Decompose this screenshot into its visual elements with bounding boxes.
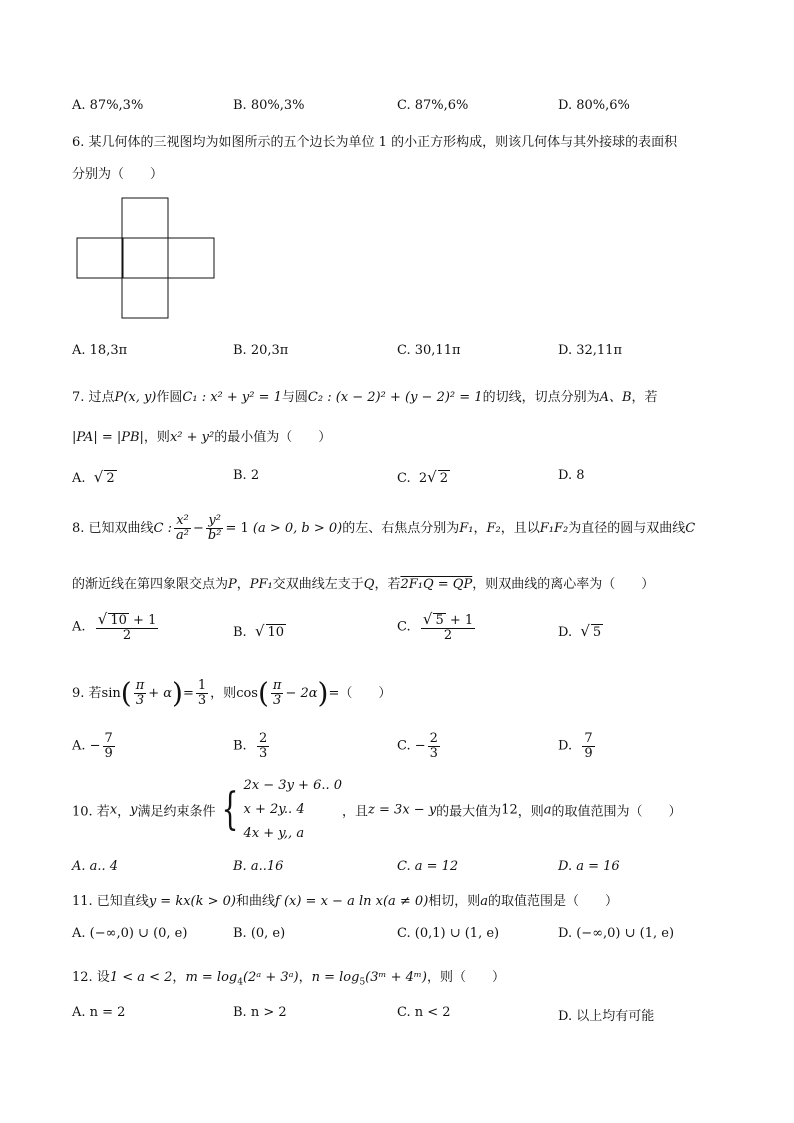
q8-den2: b² (207, 528, 222, 543)
q10-option-c: C. a = 12 (397, 859, 459, 874)
q6-option-b: B. 20,3π (233, 343, 289, 358)
q8-den1: a² (176, 528, 189, 543)
q10-mid2: ，且 (342, 804, 369, 820)
q6-text-line2: 分别为（ ） (72, 167, 164, 182)
sqrt-icon: √ (93, 468, 104, 486)
sqrt-icon: √ (427, 468, 437, 486)
q11-a: a (480, 894, 489, 909)
q12-n: n = log (311, 970, 360, 985)
q8-curve-name: C : (153, 521, 173, 536)
q9-frac2 (196, 679, 208, 707)
q7-mid1: 作圆 (156, 390, 183, 405)
q9-text (72, 676, 391, 712)
q9-option-d-num: 7 (584, 731, 593, 746)
q10-sep: ， (117, 804, 131, 820)
q9-option-c (397, 732, 442, 760)
q8-text-line2 (72, 573, 654, 592)
q11-text (72, 890, 618, 909)
q8-option-c-label: C. (397, 619, 411, 635)
q6-square-right (168, 238, 214, 278)
q10-constraints (244, 774, 342, 846)
q10-option-b: B. a..16 (233, 859, 284, 874)
q10-mid4: ，则 (517, 804, 544, 820)
brace-icon: { (221, 784, 238, 835)
q8-option-c (397, 612, 477, 642)
q8-line2-a: 的渐近线在第四象限交点为 (72, 577, 229, 592)
q9-frac3-num: π (272, 678, 282, 694)
q9-option-c-den: 3 (429, 745, 438, 761)
q7-circle2: C₂ : (x − 2)² + (y − 2)² = 1 (307, 390, 483, 405)
q12-option-b: B. n > 2 (233, 1005, 287, 1020)
q10-constraint-1: 2x − 3y + 6.. 0 (243, 778, 343, 793)
q8-num2: y² (208, 513, 221, 529)
q7-option-a-radicand: 2 (106, 471, 115, 486)
q9-prefix: 9. 若 (72, 686, 102, 701)
q8-option-a-num (96, 612, 159, 629)
q9-option-b-den: 3 (258, 745, 268, 761)
q5-option-a: A. 87%,3% (72, 98, 144, 113)
q8-line2-e: ，则双曲线的离心率为（ ） (472, 577, 655, 592)
q8-option-a-den: 2 (122, 627, 132, 643)
q11-option-a: A. (−∞,0) ∪ (0, e) (72, 926, 188, 941)
q9-frac1 (134, 679, 147, 707)
q6-option-a: A. 18,3π (72, 343, 128, 358)
q9-frac1-den: 3 (135, 693, 145, 708)
q9-frac2-num: 1 (197, 678, 207, 694)
q7-mid2: 与圆 (281, 390, 308, 405)
q8-option-a-radicand: 10 (110, 613, 127, 628)
q8-q: Q (363, 577, 375, 592)
q10-y: y (130, 802, 138, 818)
q7-line2-end: 的最小值为（ ） (214, 430, 332, 445)
q9-cos: cos (236, 686, 258, 701)
q9-frac3 (271, 679, 284, 707)
q8-line2-d: ，若 (374, 577, 401, 592)
q12-option-a: A. n = 2 (72, 1005, 126, 1020)
q10-mid: 满足约束条件 (137, 804, 216, 820)
q8-option-a-frac (96, 612, 159, 642)
q8-text-line1 (72, 512, 695, 546)
q6-square-left (77, 238, 123, 278)
q9-frac3-den: 3 (273, 693, 282, 708)
q7-circle1: C₁ : x² + y² = 1 (182, 390, 282, 405)
q12-m: m = log (185, 970, 238, 985)
q8-option-c-tail: + 1 (449, 613, 474, 628)
q8-f1: F₁ (459, 521, 474, 536)
q7-option-a (72, 468, 117, 486)
q9-option-d (558, 732, 597, 760)
q12-end: ，则（ ） (426, 970, 505, 985)
q8-condition: (a > 0, b > 0) (252, 521, 343, 536)
q10-x: x (109, 802, 118, 818)
q8-option-b-label: B. (233, 625, 247, 640)
q9-option-c-frac (428, 732, 440, 760)
q9-frac2-den: 3 (197, 693, 207, 708)
q6-square-center (122, 238, 168, 278)
q9-option-b-frac (257, 732, 269, 760)
q8-option-c-den: 2 (443, 627, 453, 643)
q8-p: P (228, 577, 237, 592)
q9-sin: sin (101, 686, 121, 701)
q12-m-base: 4 (237, 977, 243, 988)
q7-prefix: 7. 过点 (72, 390, 115, 405)
sqrt-icon: √ (97, 610, 108, 628)
q6-square-top (122, 198, 168, 238)
q10-text (72, 774, 682, 846)
q9-eq: = (182, 686, 194, 701)
q11-option-b: B. (0, e) (233, 926, 286, 941)
q7-point: P(x, y) (114, 390, 157, 405)
q8-num1: x² (176, 513, 189, 529)
q12-option-d: D. 以上均有可能 (558, 1009, 655, 1024)
q8-f2: F₂ (486, 521, 501, 536)
q7-option-c-coef: 2 (418, 471, 428, 486)
q8-option-c-frac (421, 612, 475, 642)
q7-mid4: ，若 (631, 390, 658, 405)
q11-line: y = kx(k > 0) (148, 894, 236, 909)
q12-text (72, 966, 505, 988)
q12-prefix: 12. 设 (72, 970, 110, 985)
q8-prefix: 8. 已知双曲线 (72, 521, 154, 536)
q8-option-d-label: D. (558, 625, 573, 640)
q7-option-c (397, 468, 450, 486)
q5-option-d: D. 80%,6% (558, 98, 630, 113)
q10-a: a (543, 802, 552, 818)
q9-end: =（ ） (328, 686, 392, 701)
q8-option-d (558, 622, 603, 640)
q6-cross-figure (76, 197, 216, 319)
q9-plus-alpha: + α (148, 686, 173, 701)
q9-option-c-label: C. − (397, 738, 426, 754)
q8-option-a-tail: + 1 (133, 613, 157, 628)
q10-mid3: 的最大值为 (436, 804, 502, 820)
q9-option-c-num: 2 (429, 731, 438, 746)
q10-end: 的取值范围为（ ） (551, 804, 682, 820)
q10-option-d: D. a = 16 (558, 859, 620, 874)
q7-mid3: 的切线，切点分别为 (482, 390, 600, 405)
q7-option-b: B. 2 (233, 468, 260, 483)
q7-condition: |PA| = |PB| (72, 430, 144, 445)
q8-option-b (233, 622, 286, 640)
q9-option-a-label: A. − (72, 738, 101, 754)
q8-mid1: 的左、右焦点分别为 (342, 521, 460, 536)
q7-option-d: D. 8 (558, 468, 585, 483)
q9-option-b (233, 732, 271, 760)
q12-sep2: ， (298, 970, 312, 985)
q7-line2-mid: ，则 (143, 430, 170, 445)
q9-option-a-frac (103, 732, 115, 760)
q10-option-a: A. a.. 4 (72, 859, 119, 874)
q9-option-d-den: 9 (584, 745, 593, 761)
q9-minus-2alpha: − 2α (285, 686, 318, 701)
q6-square-bottom (122, 278, 168, 318)
q8-minus: − (192, 521, 204, 536)
q8-option-a-label: A. (72, 619, 86, 635)
sqrt-icon: √ (254, 622, 265, 640)
q12-range: 1 < a < 2 (109, 970, 173, 985)
q8-fraction-y (206, 514, 224, 542)
sqrt-icon: √ (422, 610, 433, 628)
q9-option-b-label: B. (233, 738, 247, 754)
q11-prefix: 11. 已知直线 (72, 894, 149, 909)
q7-option-c-radicand: 2 (439, 471, 449, 486)
q8-line2-b: ， (236, 577, 250, 592)
q8-option-b-radicand: 10 (267, 625, 285, 640)
q8-pf1: PF₁ (249, 577, 273, 592)
q11-option-c: C. (0,1) ∪ (1, e) (397, 926, 500, 941)
q9-frac1-num: π (135, 678, 145, 694)
q6-option-c: C. 30,11π (397, 343, 461, 358)
q8-option-c-radicand: 5 (435, 613, 444, 628)
q8-equals: = 1 (225, 521, 249, 536)
paren-close-icon: ) (317, 676, 329, 710)
q8-vector-equation: 2F₁Q = QP (400, 577, 473, 592)
paren-open-icon: ( (257, 676, 269, 710)
sqrt-icon: √ (580, 622, 590, 640)
q6-option-d: D. 32,11π (558, 343, 622, 358)
q8-mid2: ，且以 (500, 521, 540, 536)
q9-mid: ，则 (210, 686, 237, 701)
q8-c: C (685, 521, 696, 536)
q10-twelve: 12 (501, 802, 518, 818)
q6-text-line1: 6. 某几何体的三视图均为如图所示的五个边长为单位 1 的小正方形构成，则该几何体与其外接球的表面积 (72, 135, 678, 150)
q7-expression: x² + y² (169, 430, 215, 445)
q12-option-c: C. n < 2 (397, 1005, 451, 1020)
q7-option-c-label: C. (397, 471, 411, 486)
q7-option-a-label: A. (72, 471, 86, 486)
paren-open-icon: ( (120, 676, 132, 710)
q10-prefix: 10. 若 (72, 804, 110, 820)
q11-mid2: 相切，则 (428, 894, 481, 909)
q8-option-c-num (421, 612, 475, 629)
q5-option-c: C. 87%,6% (397, 98, 469, 113)
paren-close-icon: ) (172, 676, 183, 710)
q9-option-d-frac (582, 732, 594, 760)
q12-n-arg: (3ᵐ + 4ᵐ) (365, 970, 427, 985)
q9-option-a-num: 7 (104, 731, 113, 746)
q9-option-b-num: 2 (258, 731, 268, 746)
q8-option-a (72, 612, 160, 642)
q8-mid3: 为直径的圆与双曲线 (568, 521, 686, 536)
q8-f1f2: F₁F₂ (539, 521, 569, 536)
q8-line2-c: 交双曲线左支于 (272, 577, 364, 592)
q11-end: 的取值范围是（ ） (488, 894, 619, 909)
q12-m-arg: (2ᵃ + 3ᵃ) (242, 970, 299, 985)
q9-option-d-label: D. (558, 738, 573, 754)
q5-option-b: B. 80%,3% (233, 98, 305, 113)
q7-text-line2 (72, 426, 331, 445)
q12-sep: ， (172, 970, 186, 985)
q8-fraction-x (174, 514, 191, 542)
q8-comma: ， (473, 521, 487, 536)
q9-option-a-den: 9 (104, 745, 113, 761)
q7-tangent-points: A、B (599, 390, 632, 405)
q11-curve: f (x) = x − a ln x(a ≠ 0) (275, 894, 429, 909)
q9-option-a (72, 732, 117, 760)
q10-z: z = 3x − y (368, 802, 437, 818)
q12-n-base: 5 (359, 977, 366, 988)
q8-option-d-radicand: 5 (592, 625, 602, 640)
q10-constraint-2: x + 2y.. 4 (243, 802, 305, 817)
q11-mid: 和曲线 (235, 894, 275, 909)
q10-constraint-3: 4x + y,, a (243, 826, 305, 841)
q11-option-d: D. (−∞,0) ∪ (1, e) (558, 926, 675, 941)
q7-text-line1 (72, 386, 658, 405)
